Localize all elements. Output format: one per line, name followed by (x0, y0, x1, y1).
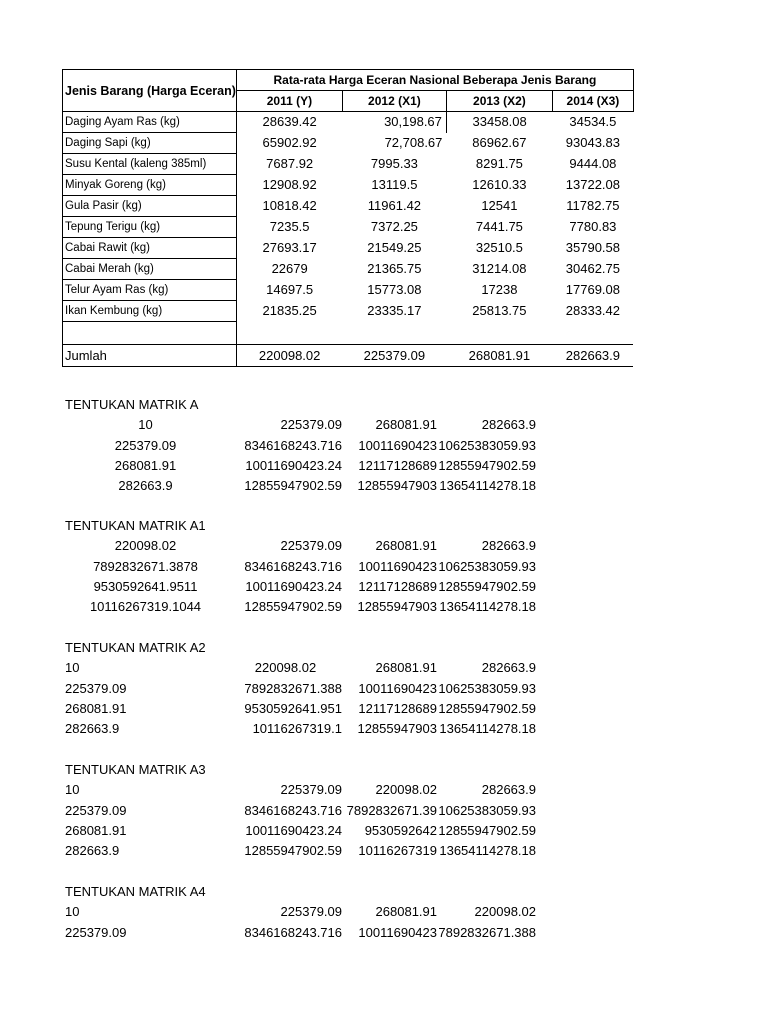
price-cell: 23335.17 (367, 303, 422, 318)
table-row (63, 154, 634, 175)
item-name: Telur Ayam Ras (kg) (63, 280, 237, 301)
matrix-cell: 7892832671.39 (346, 802, 437, 818)
matrix-table (62, 536, 536, 617)
matrix-table (62, 902, 536, 943)
matrix-cell: 12855947903 (357, 721, 437, 737)
matrix-cell: 10011690423.24 (245, 823, 342, 839)
matrix-cell: 10116267319.1044 (89, 599, 202, 615)
price-cell: 72,708.67 (384, 135, 443, 150)
item-name: Cabai Merah (kg) (63, 259, 237, 280)
matrix-row (62, 577, 536, 597)
matrix-row (62, 821, 536, 841)
matrix-cell: 9530592641.9511 (93, 579, 198, 595)
item-name: Gula Pasir (kg) (63, 196, 237, 217)
matrix-row (62, 801, 536, 821)
price-cell: 17238 (481, 282, 518, 297)
matrix-cell: 220098.02 (375, 782, 437, 798)
section-title: TENTUKAN MATRIK A1 (65, 518, 206, 533)
price-cell: 7235.5 (269, 219, 310, 234)
price-cell: 11782.75 (566, 198, 620, 213)
matrix-row (62, 597, 536, 617)
matrix-table (62, 415, 536, 496)
item-name: Daging Sapi (kg) (63, 133, 237, 154)
matrix-cell: 10116267319 (358, 843, 437, 859)
matrix-cell: 268081.91 (65, 823, 127, 839)
table-row (63, 196, 634, 217)
price-cell: 21365.75 (367, 261, 422, 276)
total-row (63, 345, 634, 367)
matrix-row (62, 456, 536, 476)
price-cell: 7995.33 (370, 156, 418, 171)
matrix-cell: 12117128689 (358, 579, 437, 595)
matrix-cell: 282663.9 (481, 538, 536, 554)
matrix-row (62, 658, 536, 678)
matrix-cell: 8346168243.716 (244, 437, 342, 453)
matrix-cell: 10116267319.1 (252, 721, 342, 737)
price-cell: 12541 (481, 198, 518, 213)
price-cell: 30,198.67 (342, 112, 446, 133)
matrix-row (62, 557, 536, 577)
item-name: Minyak Goreng (kg) (63, 175, 237, 196)
matrix-cell: 10011690423.24 (245, 579, 342, 595)
total-cell: 282663.9 (552, 345, 633, 367)
price-cell: 21835.25 (262, 303, 317, 318)
matrix-cell: 7892832671.388 (438, 924, 536, 940)
price-cell: 7780.83 (569, 219, 617, 234)
price-cell: 34534.5 (569, 114, 617, 130)
matrix-cell: 10011690423 (358, 437, 437, 453)
item-name: Ikan Kembung (kg) (63, 301, 237, 322)
matrix-cell: 225379.09 (65, 802, 127, 818)
matrix-cell: 12117128689 (358, 701, 437, 717)
section-title: TENTUKAN MATRIK A3 (65, 762, 206, 777)
price-cell: 10818.42 (262, 198, 317, 213)
table-row (63, 259, 634, 280)
matrix-cell: 282663.9 (65, 721, 120, 737)
matrix-cell: 10011690423 (358, 680, 437, 696)
item-name: Cabai Rawit (kg) (63, 238, 237, 259)
matrix-cell: 10 (65, 782, 80, 798)
matrix-cell: 12855947902.59 (438, 458, 536, 474)
table-row (63, 217, 634, 238)
price-cell: 32510.5 (475, 240, 523, 255)
matrix-row (62, 476, 536, 496)
year-header: 2013 (X2) (446, 91, 552, 112)
price-cell: 28639.42 (262, 114, 317, 130)
price-cell: 17769.08 (565, 282, 621, 297)
price-cell: 15773.08 (367, 282, 422, 297)
price-cell: 12908.92 (262, 177, 317, 192)
matrix-cell: 9530592641.951 (244, 701, 342, 717)
matrix-row (62, 436, 536, 456)
matrix-cell: 12855947902.59 (244, 599, 342, 615)
matrix-cell: 10625383059.93 (438, 680, 536, 696)
price-cell: 21549.25 (367, 240, 422, 255)
price-cell: 22679 (271, 261, 308, 276)
total-cell: 268081.91 (446, 345, 552, 367)
matrix-cell: 7892832671.3878 (93, 558, 198, 574)
matrix-cell: 12855947902.59 (438, 823, 536, 839)
price-cell: 31214.08 (472, 261, 527, 276)
price-cell: 30462.75 (565, 261, 621, 276)
matrix-cell: 220098.02 (114, 538, 177, 554)
matrix-row (62, 699, 536, 719)
matrix-cell: 268081.91 (375, 660, 437, 676)
matrix-cell: 12855947903 (357, 478, 437, 494)
total-label: Jumlah (63, 345, 237, 367)
price-cell: 13119.5 (371, 177, 418, 192)
matrix-row (62, 719, 536, 739)
item-name: Susu Kental (kaleng 385ml) (63, 154, 237, 175)
price-cell: 7372.25 (370, 219, 418, 234)
matrix-cell: 13654114278.18 (439, 721, 536, 737)
table-row (63, 280, 634, 301)
price-cell: 86962.67 (472, 135, 527, 150)
price-cell: 14697.5 (266, 282, 314, 297)
matrix-cell: 10011690423 (358, 558, 437, 574)
matrix-row (62, 902, 536, 922)
price-cell: 35790.58 (565, 240, 621, 255)
blank-row (63, 322, 634, 345)
matrix-cell: 268081.91 (114, 458, 177, 474)
matrix-cell: 10011690423 (358, 924, 437, 940)
matrix-cell: 225379.09 (280, 904, 342, 920)
matrix-cell: 282663.9 (481, 660, 536, 676)
matrix-cell: 282663.9 (481, 417, 536, 433)
price-cell: 27693.17 (262, 240, 317, 255)
matrix-cell: 10 (65, 660, 80, 676)
matrix-cell: 225379.09 (280, 417, 342, 433)
matrix-a4-section (65, 882, 536, 943)
item-name: Tepung Terigu (kg) (63, 217, 237, 238)
section-title: TENTUKAN MATRIK A (65, 397, 199, 412)
year-header: 2012 (X1) (342, 91, 446, 112)
matrix-cell: 225379.09 (65, 680, 127, 696)
matrix-cell: 268081.91 (375, 538, 437, 554)
matrix-cell: 282663.9 (65, 843, 120, 859)
table-row (63, 112, 634, 133)
matrix-cell: 9530592642 (364, 823, 437, 839)
price-cell: 9444.08 (569, 156, 617, 171)
matrix-a1-section (65, 516, 536, 617)
matrix-cell: 12855947902.59 (438, 579, 536, 595)
matrix-cell: 225379.09 (65, 924, 127, 940)
matrix-cell: 10 (138, 417, 153, 433)
matrix-cell: 220098.02 (474, 904, 536, 920)
matrix-cell: 268081.91 (65, 701, 127, 717)
price-cell: 33458.08 (472, 114, 527, 130)
matrix-cell: 10011690423.24 (245, 458, 342, 474)
matrix-row (62, 780, 536, 800)
matrix-cell: 8346168243.716 (244, 802, 342, 818)
matrix-row (62, 415, 536, 435)
matrix-row (62, 679, 536, 699)
main-header: Rata-rata Harga Eceran Nasional Beberapa Jenis Barang (236, 70, 633, 91)
matrix-cell: 220098.02 (254, 660, 317, 676)
total-cell: 220098.02 (236, 345, 342, 367)
matrix-cell: 12855947903 (357, 599, 437, 615)
matrix-cell: 12117128689 (358, 458, 437, 474)
table-row (63, 175, 634, 196)
matrix-row (62, 841, 536, 861)
matrix-cell: 282663.9 (481, 782, 536, 798)
matrix-cell: 282663.9 (118, 478, 173, 494)
matrix-a-section (65, 395, 536, 496)
price-cell: 25813.75 (472, 303, 527, 318)
price-cell: 28333.42 (565, 303, 621, 318)
table-row (63, 238, 634, 259)
section-title: TENTUKAN MATRIK A4 (65, 884, 206, 899)
corner-header: Jenis Barang (Harga Eceran) (63, 70, 237, 112)
price-cell: 12610.33 (472, 177, 527, 192)
item-name: Daging Ayam Ras (kg) (63, 112, 237, 133)
matrix-a2-section (65, 638, 536, 739)
price-cell: 7441.75 (475, 219, 523, 234)
matrix-a3-section (65, 760, 536, 861)
matrix-cell: 225379.09 (280, 538, 342, 554)
matrix-cell: 10625383059.93 (438, 558, 536, 574)
matrix-cell: 13654114278.18 (439, 478, 536, 494)
matrix-cell: 268081.91 (375, 417, 437, 433)
matrix-cell: 13654114278.18 (439, 599, 536, 615)
price-cell: 93043.83 (565, 135, 621, 150)
price-cell: 7687.92 (266, 156, 314, 171)
matrix-cell: 12855947902.59 (244, 478, 342, 494)
price-cell: 8291.75 (475, 156, 523, 171)
price-table (62, 69, 634, 367)
matrix-cell: 13654114278.18 (439, 843, 536, 859)
year-header: 2014 (X3) (552, 91, 633, 112)
price-cell: 65902.92 (262, 135, 317, 150)
matrix-cell: 268081.91 (375, 904, 437, 920)
matrix-row (62, 923, 536, 943)
year-header: 2011 (Y) (236, 91, 342, 112)
matrix-cell: 8346168243.716 (244, 558, 342, 574)
matrix-cell: 10625383059.93 (438, 802, 536, 818)
matrix-table (62, 780, 536, 861)
matrix-cell: 12855947902.59 (438, 701, 536, 717)
section-title: TENTUKAN MATRIK A2 (65, 640, 206, 655)
table-row (63, 301, 634, 322)
matrix-cell: 12855947902.59 (244, 843, 342, 859)
matrix-cell: 8346168243.716 (244, 924, 342, 940)
matrix-cell: 10 (65, 904, 80, 920)
matrix-cell: 7892832671.388 (244, 680, 342, 696)
total-cell: 225379.09 (342, 345, 446, 367)
matrix-row (62, 536, 536, 556)
table-row (63, 133, 634, 154)
price-cell: 11961.42 (367, 198, 422, 213)
matrix-table (62, 658, 536, 739)
matrix-cell: 225379.09 (280, 782, 342, 798)
price-cell: 13722.08 (565, 177, 621, 192)
matrix-cell: 225379.09 (114, 437, 177, 453)
matrix-cell: 10625383059.93 (438, 437, 536, 453)
